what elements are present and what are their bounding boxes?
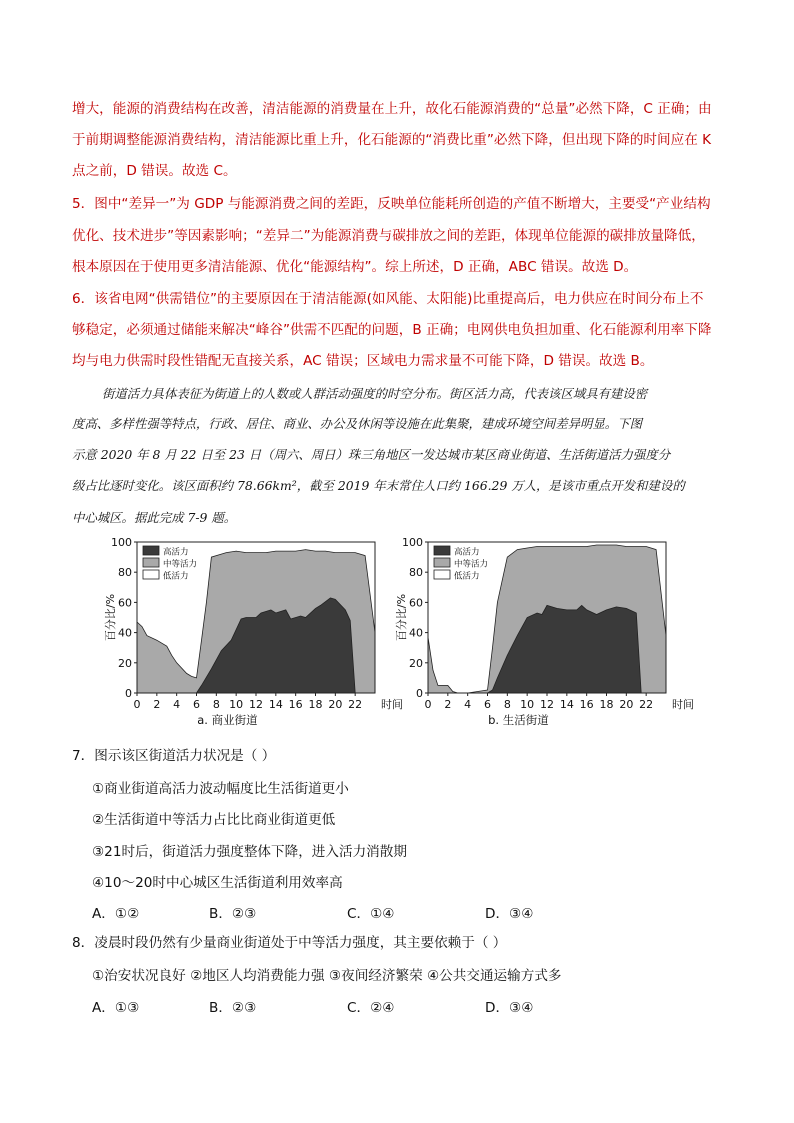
- q7-choice-b[interactable]: B．②③: [209, 906, 257, 922]
- answer-line: 根本原因在于使用更多清洁能源、优化“能源结构”。综上所述，D 正确，ABC 错误。故选 D。: [72, 259, 638, 275]
- legend-swatch: [434, 570, 450, 579]
- legend-label: 中等活力: [454, 559, 489, 570]
- legend-swatch: [434, 546, 450, 555]
- y-tick-label: 60: [118, 596, 132, 610]
- y-tick-label: 0: [125, 687, 132, 700]
- q7-item-2: ②生活街道中等活力占比比商业街道更低: [92, 812, 336, 828]
- x-axis-label: 时间: [381, 698, 403, 711]
- x-tick-label: 16: [288, 698, 303, 711]
- material-line: 级占比逐时变化。该区面积约 78.66km²，截至 2019 年末常住人口约 166.29 万人，是该市重点开发和建设的: [72, 478, 685, 493]
- x-tick-label: 22: [639, 698, 654, 711]
- x-tick-label: 16: [579, 698, 594, 711]
- x-tick-label: 20: [328, 698, 343, 711]
- answer-line: 优化、技术进步”等因素影响；“差异二”为能源消费与碳排放之间的差距，体现单位能源的碳排放量降低，: [72, 228, 705, 244]
- answer-line: 5．图中“差异一”为 GDP 与能源消费之间的差距，反映单位能耗所创造的产值不断增大，主要受“产业结构: [72, 196, 711, 212]
- x-tick-label: 2: [444, 698, 452, 711]
- q8-items: ①治安状况良好 ②地区人均消费能力强 ③夜间经济繁荣 ④公共交通运输方式多: [92, 968, 562, 984]
- legend-swatch: [143, 558, 159, 567]
- y-tick-label: 100: [402, 536, 423, 549]
- material-line: 街道活力具体表征为街道上的人数或人群活动强度的时空分布。街区活力高，代表该区域具有建设密: [102, 386, 648, 401]
- x-tick-label: 0: [133, 698, 141, 711]
- x-tick-label: 2: [153, 698, 161, 711]
- answer-line: 够稳定，必须通过储能来解决“峰谷”供需不匹配的问题，B 正确；电网供电负担加重、化石能源利用率下降: [72, 322, 712, 338]
- x-tick-label: 8: [503, 698, 511, 711]
- x-tick-label: 10: [520, 698, 535, 711]
- legend-label: 高活力: [454, 547, 480, 558]
- answer-line: 于前期调整能源消费结构，清洁能源比重上升，化石能源的“消费比重”必然下降，但出现下降的时间应在 K: [72, 132, 712, 148]
- x-tick-label: 6: [484, 698, 491, 711]
- q7-choice-c[interactable]: C．①④: [347, 906, 395, 922]
- y-axis-label: 百分比/%: [104, 593, 117, 642]
- material-line: 示意 2020 年 8 月 22 日至 23 日（周六、周日）珠三角地区一发达城市某区商业街道、生活街道活力强度分: [72, 447, 671, 462]
- material-line: 度高、多样性强等特点，行政、居住、商业、办公及休闲等设施在此集聚，建成环境空间差异明显。下图: [72, 416, 642, 431]
- y-tick-label: 80: [409, 566, 423, 580]
- x-tick-label: 18: [308, 698, 323, 711]
- x-axis-label: 时间: [672, 698, 694, 711]
- q8-stem: 8．凌晨时段仍然有少量商业街道处于中等活力强度，其主要依赖于（ ）: [72, 935, 507, 951]
- legend-swatch: [143, 570, 159, 579]
- x-tick-label: 18: [599, 698, 614, 711]
- legend-swatch: [434, 558, 450, 567]
- x-tick-label: 14: [559, 698, 574, 711]
- x-tick-label: 12: [540, 698, 554, 711]
- y-tick-label: 40: [409, 626, 423, 640]
- q8-choice-d[interactable]: D．③④: [485, 1000, 534, 1016]
- chart-caption: a. 商业街道: [197, 713, 258, 727]
- x-tick-label: 8: [212, 698, 220, 711]
- q8-choice-a[interactable]: A．①③: [92, 1000, 140, 1016]
- legend-swatch: [143, 546, 159, 555]
- y-axis-label: 百分比/%: [395, 593, 408, 642]
- q7-item-4: ④10～20时中心城区生活街道利用效率高: [92, 875, 343, 891]
- q8-choice-c[interactable]: C．②④: [347, 1000, 395, 1016]
- q7-choice-d[interactable]: D．③④: [485, 906, 534, 922]
- x-tick-label: 4: [173, 698, 181, 711]
- legend-label: 高活力: [163, 547, 189, 558]
- q7-item-3: ③21时后，街道活力强度整体下降，进入活力消散期: [92, 844, 407, 860]
- y-tick-label: 20: [118, 656, 132, 670]
- chart-caption: b. 生活街道: [488, 713, 549, 727]
- q7-stem: 7．图示该区街道活力状况是（ ）: [72, 748, 276, 764]
- chart-commercial-street: [104, 533, 403, 733]
- legend-label: 低活力: [454, 571, 480, 582]
- answer-line: 增大，能源的消费结构在改善，清洁能源的消费量在上升，故化石能源消费的“总量”必然下降，C 正确；由: [72, 101, 712, 117]
- y-tick-label: 40: [118, 626, 132, 640]
- q7-choice-a[interactable]: A．①②: [92, 906, 140, 922]
- x-tick-label: 22: [348, 698, 363, 711]
- q7-item-1: ①商业街道高活力波动幅度比生活街道更小: [92, 781, 349, 797]
- chart-living-street: [395, 533, 695, 733]
- legend-label: 中等活力: [163, 559, 198, 570]
- legend-label: 低活力: [163, 571, 189, 582]
- x-tick-label: 0: [424, 698, 432, 711]
- x-tick-label: 4: [464, 698, 472, 711]
- y-tick-label: 0: [416, 687, 423, 700]
- answer-line: 点之前，D 错误。故选 C。: [72, 163, 237, 179]
- x-tick-label: 12: [249, 698, 263, 711]
- answer-line: 6．该省电网“供需错位”的主要原因在于清洁能源(如风能、太阳能)比重提高后，电力供应在时间分布上不: [72, 291, 704, 307]
- answer-line: 均与电力供需时段性错配无直接关系，AC 错误；区域电力需求量不可能下降，D 错误。故选 B。: [72, 353, 654, 369]
- x-tick-label: 20: [619, 698, 634, 711]
- y-tick-label: 60: [409, 596, 423, 610]
- y-tick-label: 80: [118, 566, 132, 580]
- x-tick-label: 6: [193, 698, 200, 711]
- material-line: 中心城区。据此完成 7-9 题。: [72, 510, 237, 525]
- x-tick-label: 10: [229, 698, 244, 711]
- y-tick-label: 100: [111, 536, 132, 549]
- y-tick-label: 20: [409, 656, 423, 670]
- q8-choice-b[interactable]: B．②③: [209, 1000, 257, 1016]
- x-tick-label: 14: [268, 698, 283, 711]
